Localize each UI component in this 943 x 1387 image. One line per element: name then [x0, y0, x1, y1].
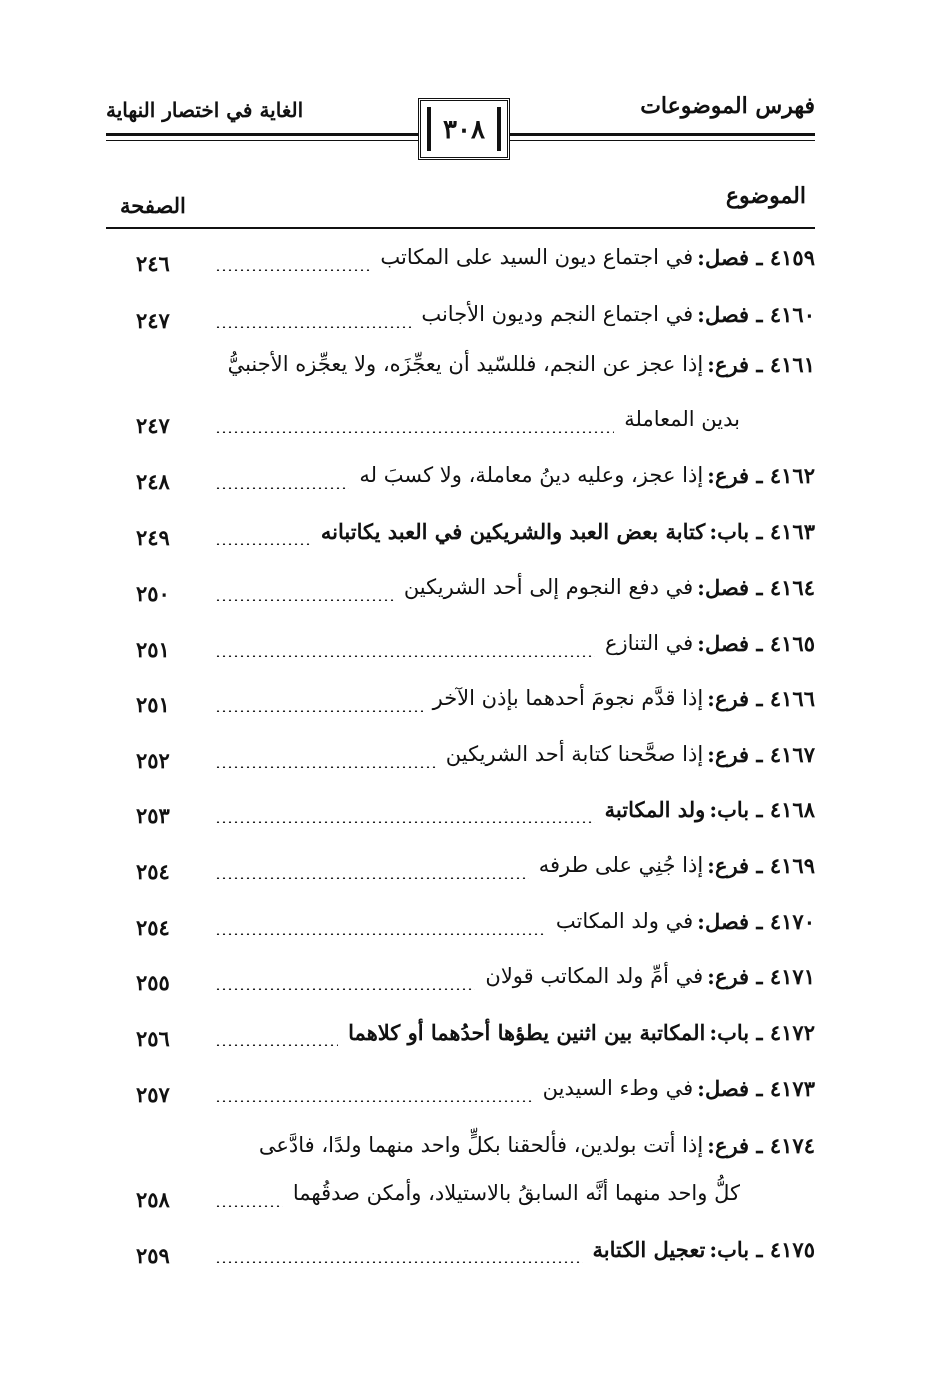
entry-dash: ـ [749, 575, 770, 600]
entry-number [709, 1237, 815, 1262]
page-number-frame [418, 98, 510, 160]
entry-colon: : [707, 742, 715, 767]
entry-dash: ـ [749, 909, 770, 934]
entry-type: فرع [714, 742, 750, 767]
entry-index: ٤١٦١ [769, 352, 815, 377]
leader-dots [215, 599, 394, 601]
entry-type: فصل [704, 575, 750, 600]
entry-number [697, 631, 815, 656]
entry-index: ٤١٦٩ [769, 853, 815, 878]
entry-type: فرع [714, 686, 750, 711]
book-title: الغاية في اختصار النهاية [106, 98, 304, 122]
section-title: فهرس الموضوعات [640, 93, 815, 119]
entry-page: ٢٤٨ [136, 469, 170, 494]
entry-type: فصل [704, 909, 750, 934]
entry-page: ٢٥٩ [136, 1243, 170, 1268]
column-header-rule [106, 227, 815, 229]
entry-type: فصل [704, 302, 750, 327]
column-header-page: الصفحة [120, 193, 186, 218]
entry-colon: : [709, 519, 718, 544]
entry-colon: : [707, 463, 715, 488]
entry-page: ٢٥٥ [136, 970, 170, 995]
entry-index: ٤١٧٠ [769, 909, 815, 934]
leader-dots [215, 431, 614, 433]
entry-colon: : [697, 909, 705, 934]
entry-colon: : [697, 631, 705, 656]
entry-dash: ـ [749, 686, 770, 711]
entry-title: في اجتماع ديون السيد على المكاتب [380, 245, 694, 269]
entry-colon: : [709, 1020, 718, 1045]
entry-title: في دفع النجوم إلى أحد الشريكين [403, 575, 694, 599]
entry-type: فرع [714, 352, 750, 377]
entry-dash: ـ [749, 302, 770, 327]
leader-dots [215, 487, 349, 489]
entry-type: فرع [714, 853, 750, 878]
entry-number [707, 1133, 815, 1158]
leader-dots [215, 933, 546, 935]
entry-dash: ـ [749, 463, 770, 488]
entry-title: إذا صحَّحنا كتابة أحد الشريكين [445, 742, 704, 766]
entry-index: ٤١٧١ [769, 964, 815, 989]
entry-index: ٤١٦٤ [769, 575, 815, 600]
column-header-topic: الموضوع [725, 183, 806, 209]
entry-dash: ـ [749, 1133, 770, 1158]
entry-colon: : [709, 797, 718, 822]
entry-page: ٢٥٣ [136, 803, 170, 828]
entry-number [697, 1076, 815, 1101]
entry-index: ٤١٧٢ [769, 1020, 815, 1045]
entry-page: ٢٥٨ [136, 1187, 170, 1212]
entry-number [697, 575, 815, 600]
entry-type: باب [717, 1020, 750, 1045]
entry-title: إذا جُنِي على طرفه [538, 853, 704, 877]
entry-number [709, 1020, 815, 1045]
entry-type: فرع [714, 463, 750, 488]
entry-index: ٤١٧٣ [769, 1076, 815, 1101]
entry-colon: : [707, 352, 715, 377]
entry-type: باب [717, 1237, 750, 1262]
entry-dash: ـ [749, 245, 770, 270]
entry-number [707, 463, 815, 488]
entry-number [707, 686, 815, 711]
entry-type: فصل [704, 245, 750, 270]
entry-title-continued: بدين المعاملة [624, 407, 740, 431]
entry-title-continued: كلُّ واحد منهما أنَّه السابقُ بالاستيلاد، وأمكن صدقُهما [292, 1181, 740, 1205]
entry-colon: : [707, 853, 715, 878]
entry-number [697, 245, 815, 270]
entry-title: في أمِّ ولد المكاتب قولان [485, 964, 704, 988]
entry-dash: ـ [749, 352, 770, 377]
entry-page: ٢٤٧ [136, 413, 170, 438]
leader-dots [215, 1205, 283, 1207]
leader-dots [215, 766, 436, 768]
entry-index: ٤١٦٣ [769, 519, 815, 544]
leader-dots [215, 1261, 583, 1263]
entry-colon: : [697, 575, 705, 600]
entry-title: في ولد المكاتب [555, 909, 694, 933]
entry-dash: ـ [749, 1237, 770, 1262]
leader-dots [215, 877, 529, 879]
entry-dash: ـ [749, 1020, 770, 1045]
entry-number [707, 964, 815, 989]
entry-page: ٢٥٦ [136, 1026, 170, 1051]
entry-colon: : [709, 1237, 718, 1262]
entry-index: ٤١٦٢ [769, 463, 815, 488]
page-header [0, 0, 943, 160]
entry-title: في وطء السيدين [542, 1076, 694, 1100]
entry-type: فصل [704, 631, 750, 656]
entry-page: ٢٥٢ [136, 748, 170, 773]
leader-dots [215, 655, 595, 657]
entry-index: ٤١٦٨ [769, 797, 815, 822]
entry-number [697, 909, 815, 934]
leader-dots [215, 988, 475, 990]
leader-dots [215, 710, 423, 712]
entry-page: ٢٥٧ [136, 1082, 170, 1107]
entry-index: ٤١٧٤ [769, 1133, 815, 1158]
entry-page: ٢٤٧ [136, 308, 170, 333]
entry-number [707, 352, 815, 377]
entry-title: إذا أتت بولدين، فألحقنا بكلٍّ واحد منهما ولدًا، فادَّعى [258, 1133, 704, 1157]
entry-colon: : [697, 245, 705, 270]
entry-title: إذا قدَّم نجومَ أحدهما بإذن الآخر [432, 686, 704, 710]
entry-colon: : [697, 1076, 705, 1101]
entry-page: ٢٤٩ [136, 525, 170, 550]
entry-colon: : [707, 686, 715, 711]
entry-title: ولد المكاتبة [604, 797, 706, 822]
entry-index: ٤١٧٥ [769, 1237, 815, 1262]
entry-index: ٤١٦٠ [769, 302, 815, 327]
entry-index: ٤١٦٦ [769, 686, 815, 711]
entry-dash: ـ [749, 519, 770, 544]
entry-page: ٢٥١ [136, 692, 170, 717]
entry-number [709, 797, 815, 822]
entry-dash: ـ [749, 631, 770, 656]
entry-dash: ـ [749, 853, 770, 878]
entry-title: المكاتبة بين اثنين يطؤها أحدُهما أو كلاهما [348, 1020, 706, 1045]
entry-title: في اجتماع النجم وديون الأجانب [421, 302, 694, 326]
entry-title: إذا عجز، وعليه دينُ معاملة، ولا كسبَ له [359, 463, 704, 487]
entry-page: ٢٥٤ [136, 915, 170, 940]
entry-type: باب [717, 797, 750, 822]
entry-number [707, 742, 815, 767]
entry-page: ٢٥١ [136, 637, 170, 662]
entry-dash: ـ [749, 1076, 770, 1101]
entry-index: ٤١٥٩ [769, 245, 815, 270]
entry-dash: ـ [749, 797, 770, 822]
entry-title: إذا عجز عن النجم، فللسّيد أن يعجِّزَه، ولا يعجِّزه الأجنبيُّ [227, 352, 704, 376]
leader-dots [215, 1044, 338, 1046]
entry-page: ٢٥٠ [136, 581, 170, 606]
entry-title: تعجيل الكتابة [592, 1237, 706, 1262]
entry-colon: : [697, 302, 705, 327]
leader-dots [215, 1100, 533, 1102]
entry-type: فرع [714, 964, 750, 989]
entry-colon: : [707, 964, 715, 989]
leader-dots [215, 543, 311, 545]
entry-dash: ـ [749, 742, 770, 767]
entry-page: ٢٥٤ [136, 859, 170, 884]
entry-number [709, 519, 815, 544]
entry-number [707, 853, 815, 878]
leader-dots [215, 269, 370, 271]
entry-number [697, 302, 815, 327]
entry-page: ٢٤٦ [136, 251, 170, 276]
leader-dots [215, 821, 595, 823]
entry-dash: ـ [749, 964, 770, 989]
entry-title: كتابة بعض العبد والشريكين في العبد يكاتبانه [320, 519, 706, 544]
leader-dots [215, 326, 411, 328]
entry-index: ٤١٦٥ [769, 631, 815, 656]
entry-type: فرع [714, 1133, 750, 1158]
page-number: ٣٠٨ [443, 115, 485, 145]
entry-type: باب [717, 519, 750, 544]
entry-index: ٤١٦٧ [769, 742, 815, 767]
entry-colon: : [707, 1133, 715, 1158]
entry-title: في التنازع [604, 631, 694, 655]
entry-type: فصل [704, 1076, 750, 1101]
